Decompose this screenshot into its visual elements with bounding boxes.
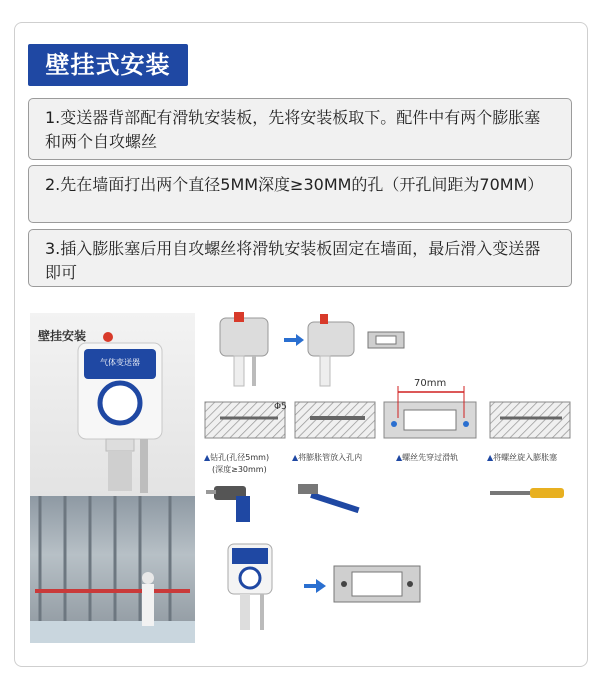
transmitter-device-illustration [30, 313, 195, 496]
device-label: 气体变送器 [100, 358, 140, 367]
section-title: 壁挂式安装 [28, 44, 188, 86]
triangle-icon: ▲ [204, 453, 211, 462]
factory-scene [30, 496, 195, 643]
step-2: 2.先在墙面打出两个直径5MM深度≥30MM的孔（开孔间距为70MM） [28, 165, 572, 223]
caption-drill: ▲钻孔(孔径5mm) [204, 453, 270, 462]
installation-steps-svg [200, 306, 585, 646]
caption-screw-rail: ▲螺丝先穿过滑轨 [396, 453, 459, 462]
dimension-label: 70mm [414, 378, 447, 389]
step-3: 3.插入膨胀塞后用自攻螺丝将滑轨安装板固定在墙面，最后滑入变送器即可 [28, 229, 572, 287]
phi-label: Φ5 [274, 402, 287, 412]
installation-diagram [200, 306, 585, 646]
caption-screw-anchor: ▲将螺丝旋入膨胀塞 [487, 453, 558, 462]
photo-label: 壁挂安装 [38, 329, 87, 343]
caption-drill-depth: (深度≥30mm) [212, 465, 267, 474]
triangle-icon: ▲ [487, 453, 494, 462]
caption-anchor: ▲将膨胀管放入孔内 [292, 453, 363, 462]
triangle-icon: ▲ [292, 453, 299, 462]
product-photo [30, 313, 195, 643]
step-1: 1.变送器背部配有滑轨安装板，先将安装板取下。配件中有两个膨胀塞和两个自攻螺丝 [28, 98, 572, 160]
triangle-icon: ▲ [396, 453, 403, 462]
